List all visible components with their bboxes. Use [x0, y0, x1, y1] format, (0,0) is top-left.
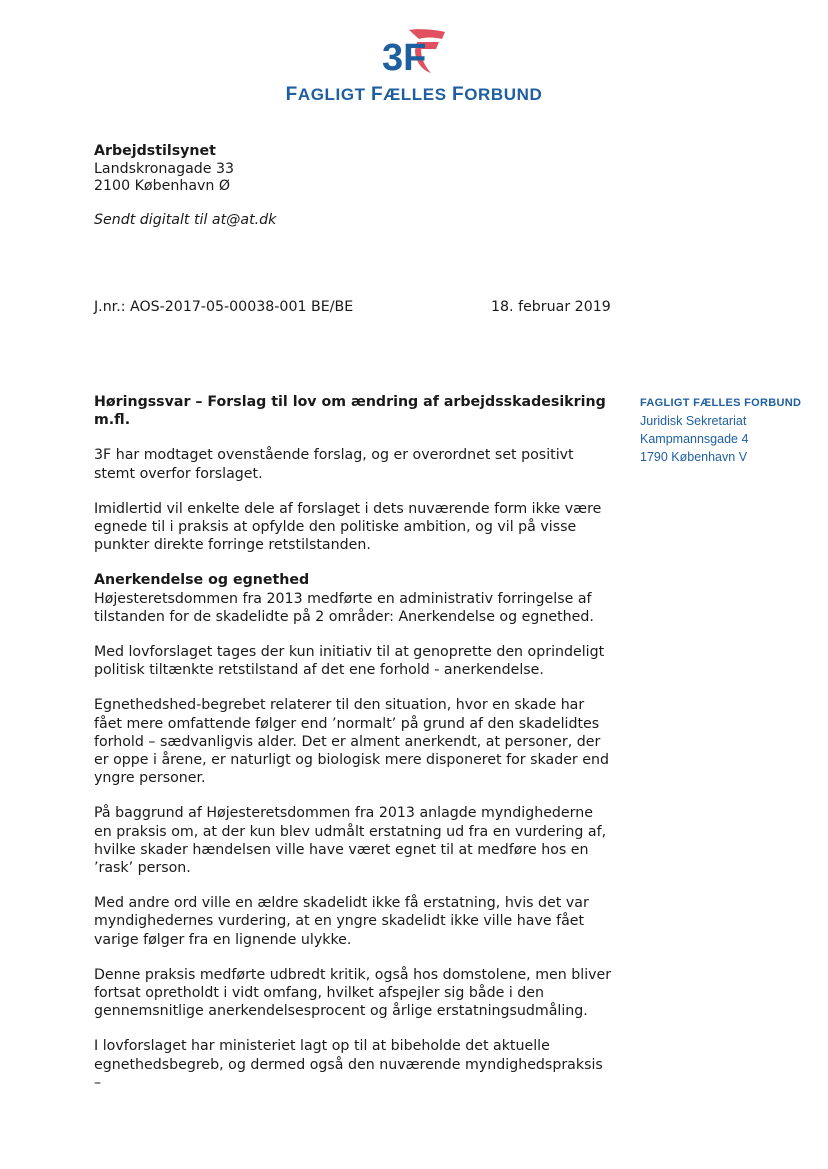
- letter-date: 18. februar 2019: [491, 299, 611, 315]
- logo-word-1-initial: F: [285, 84, 298, 105]
- sender-street: Kampmannsgade 4: [640, 432, 749, 446]
- paragraph-8: Denne praksis medførte udbredt kritik, også hos domstolene, men bliver fortsat opretholdt i vidt omfang, hvilket afspejler sig både i den gennemsnitlige anerkendelsesprocent og årlige erstatningsudmåling.: [94, 966, 612, 1020]
- journal-number: J.nr.: AOS-2017-05-00038-001 BE/BE: [94, 299, 354, 315]
- recipient-city: 2100 København Ø: [94, 178, 231, 194]
- paragraph-4: Med lovforslaget tages der kun initiativ til at genoprette den oprindeligt politisk tiltænkte retstilstand af det ene forhold - anerkendelse.: [94, 644, 605, 679]
- sender-city: 1790 København V: [640, 450, 748, 464]
- paragraph-3: Højesteretsdommen fra 2013 medførte en administrativ forringelse af tilstanden for de skadelidte på 2 områder: Anerkendelse og egnethed.: [94, 590, 594, 625]
- logo-word-3-initial: F: [451, 84, 465, 105]
- logo-word-1-rest: AGLIGT: [297, 85, 366, 104]
- sent-note: Sendt digitalt til at@at.dk: [94, 212, 277, 228]
- paragraph-1: 3F har modtaget ovenstående forslag, og er overordnet set positivt stemt overfor forslaget.: [94, 447, 574, 482]
- paragraph-2: Imidlertid vil enkelte dele af forslaget i dets nuværende form ikke være egnede til i praksis at opfylde den politiske ambition, og vil på visse punkter direkte forringe retstilstanden.: [94, 500, 602, 554]
- recipient-address: [94, 143, 234, 196]
- section-heading: Anerkendelse og egnethed: [94, 572, 310, 589]
- recipient-name: Arbejdstilsynet: [94, 143, 216, 159]
- sender-address: [640, 394, 801, 466]
- logo-name: [0, 84, 828, 106]
- paragraph-7: Med andre ord ville en ældre skadelidt ikke få erstatning, hvis det var myndighedernes vurdering, at en yngre skadelidt ikke ville have fået varige følger fra en lignende ulykke.: [94, 895, 589, 948]
- letter-body: [94, 393, 614, 1109]
- 3f-logo-mark-icon: [379, 26, 449, 78]
- sender-org: FAGLIGT FÆLLES FORBUND: [640, 397, 802, 409]
- letter-title: Høringssvar – Forslag til lov om ændring af arbejdsskadesikring m.fl.: [94, 394, 606, 429]
- logo-word-2-initial: F: [370, 84, 384, 105]
- logo: [0, 26, 828, 106]
- paragraph-9: I lovforslaget har ministeriet lagt op til at bibeholde det aktuelle egnethedsbegreb, og dermed også den nuværende myndighedspraksis –: [94, 1038, 603, 1091]
- recipient-street: Landskronagade 33: [94, 160, 235, 177]
- logo-word-2-rest: ÆLLES: [383, 85, 447, 104]
- paragraph-5: Egnethedshed-begrebet relaterer til den situation, hvor en skade har fået mere omfattende følger end ’normalt’ på grund af den skadelidtes forhold – sædvanligvis alder. Det er alment anerkendt, at personer, der er oppe i årene, er naturligt og biologisk mere disponeret for skader end yngre personer.: [94, 697, 610, 787]
- paragraph-6: På baggrund af Højesteretsdommen fra 2013 anlagde myndighederne en praksis om, at der kun blev udmålt erstatning ud fra en vurdering af, hvilke skader hændelsen ville have været egnet til at medføre hos en ’rask’ person.: [94, 805, 607, 877]
- logo-mark-text: 3F: [382, 37, 427, 78]
- sender-dept: Juridisk Sekretariat: [640, 414, 747, 428]
- logo-word-3-rest: ORBUND: [464, 85, 543, 104]
